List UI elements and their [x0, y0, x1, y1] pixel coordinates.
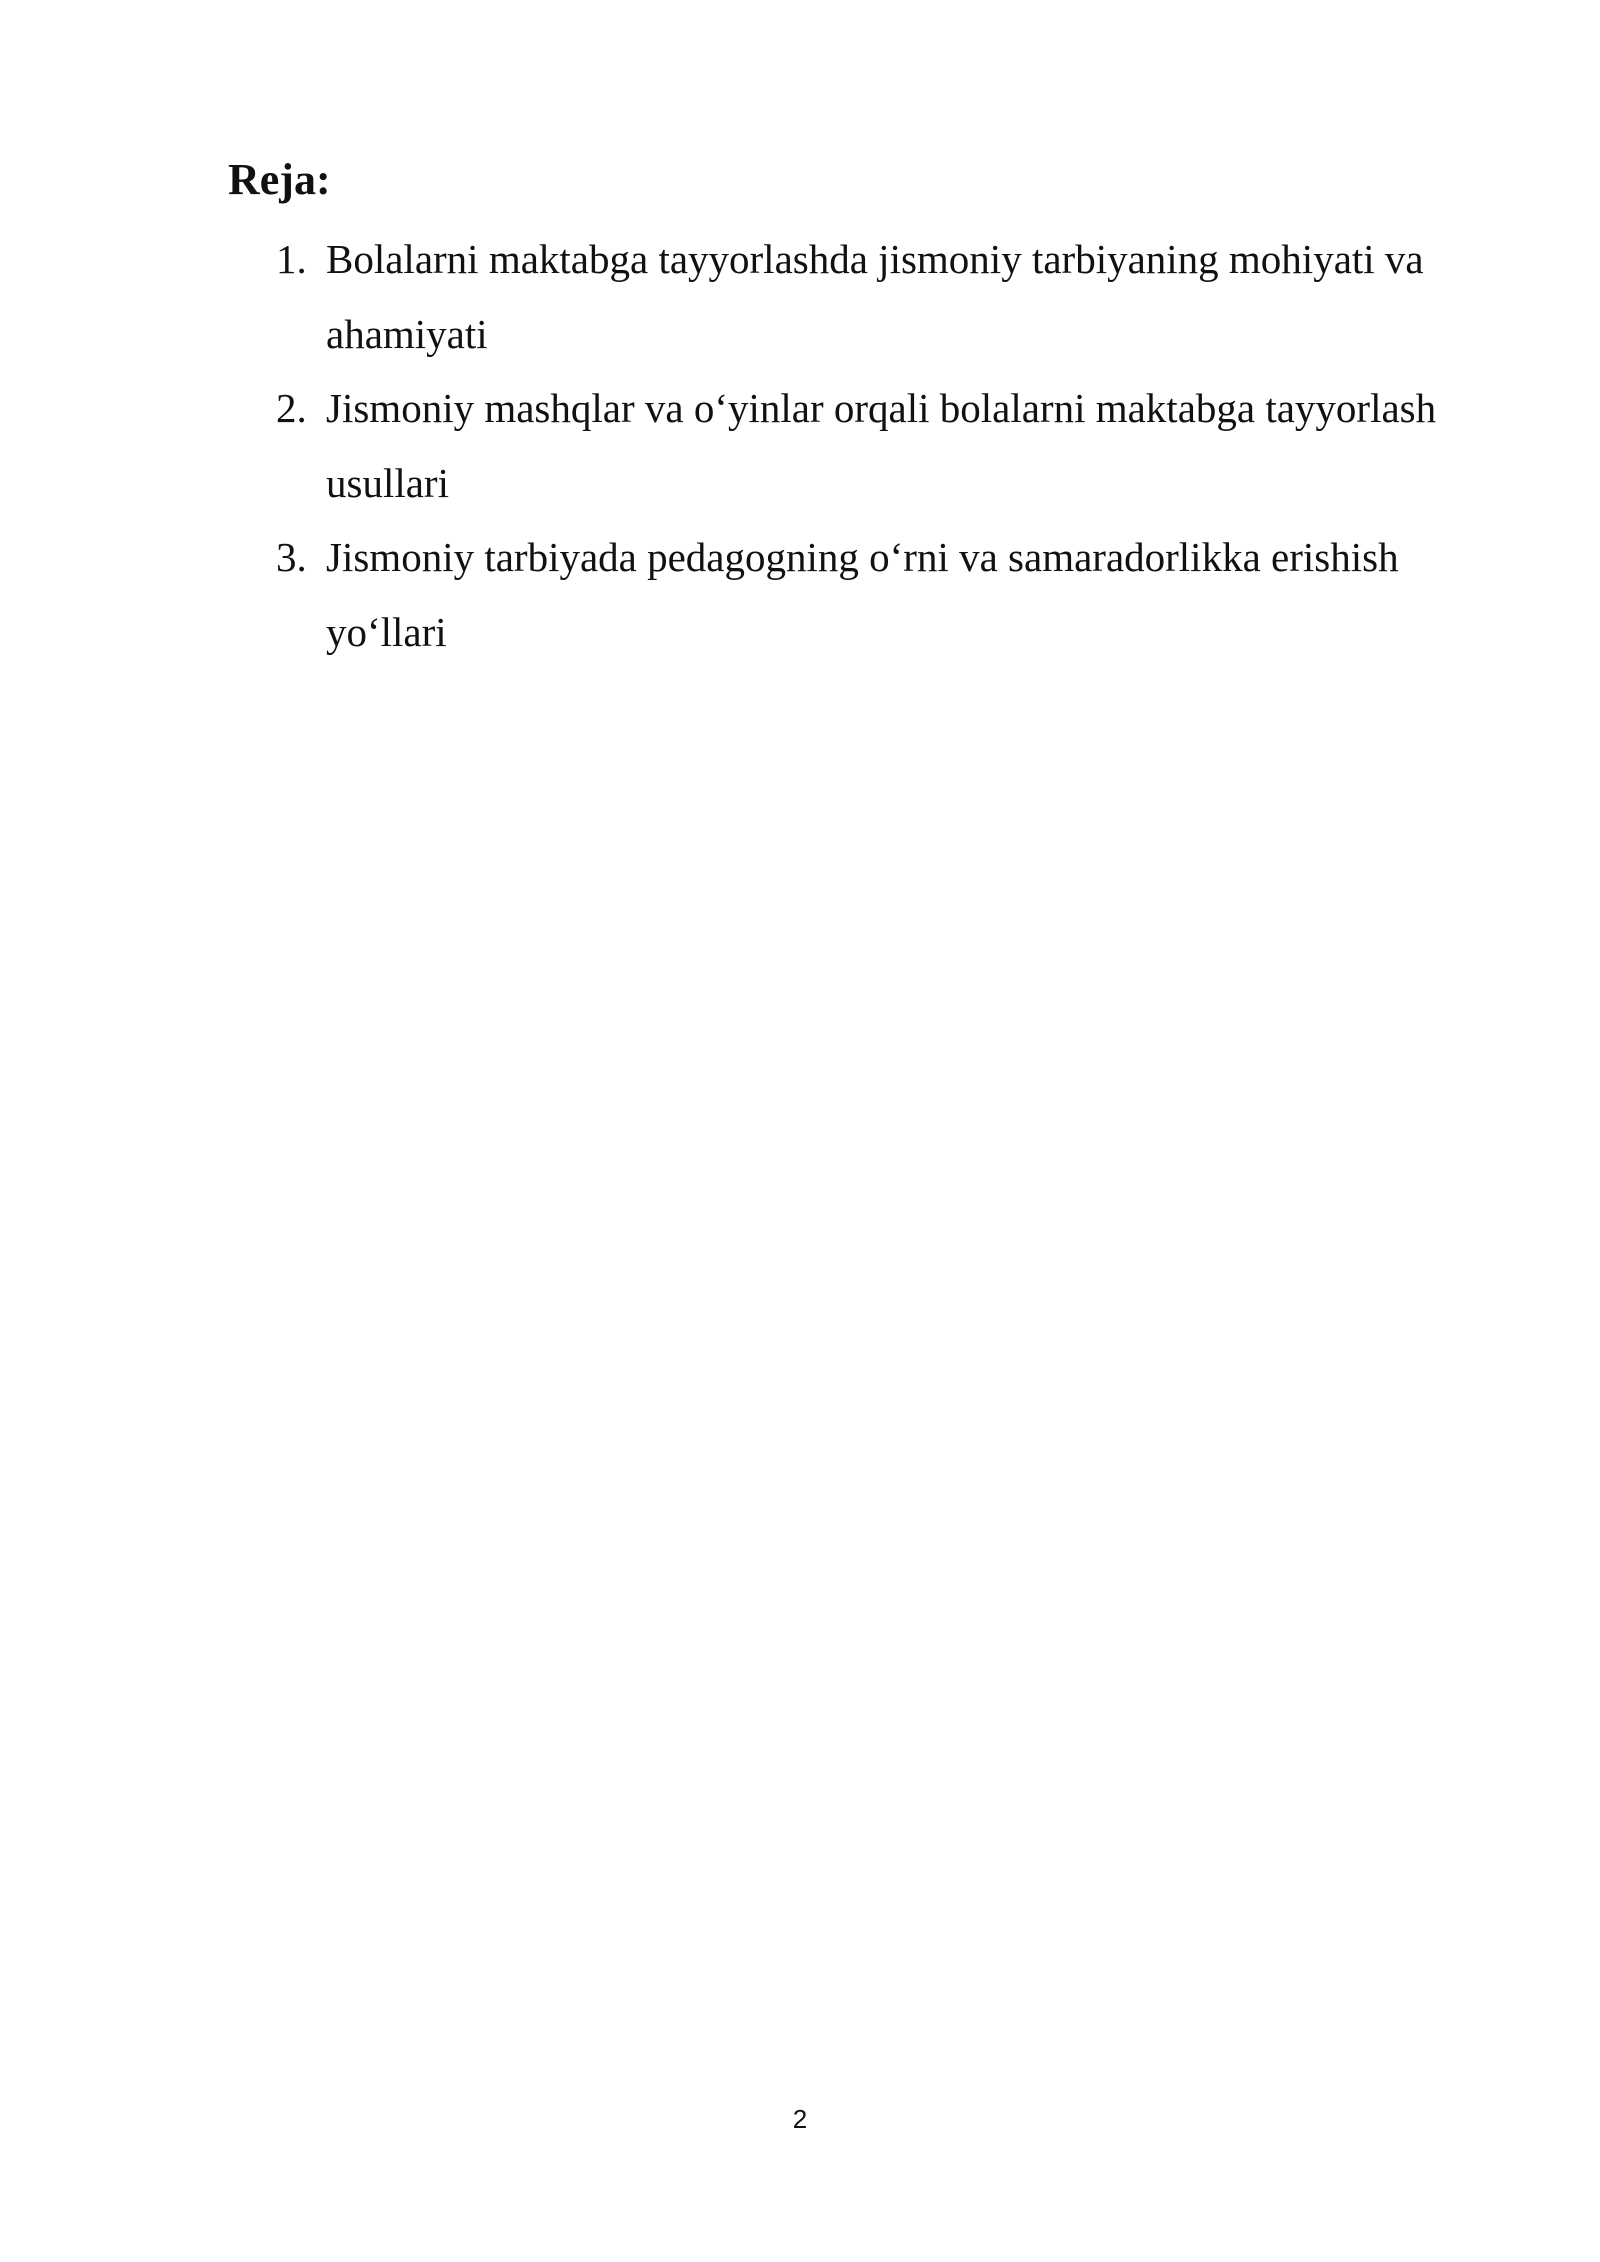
- plan-item-text: Bolalarni maktabga tayyorlashda jismoniy tarbiyaning mohiyati va ahamiyati: [326, 236, 1424, 357]
- plan-item-number: 2.: [276, 385, 307, 431]
- plan-item-number: 3.: [276, 534, 307, 580]
- plan-list: [270, 222, 1500, 669]
- plan-item-text: Jismoniy tarbiyada pedagogning o‘rni va samaradorlikka erishish yo‘llari: [326, 534, 1399, 655]
- page-number: 2: [792, 2104, 808, 2134]
- plan-heading: Reja:: [228, 155, 331, 204]
- plan-item-number: 1.: [276, 236, 307, 282]
- plan-item-3: [270, 520, 1500, 669]
- plan-item-1: [270, 222, 1500, 371]
- plan-item-2: [270, 371, 1500, 520]
- plan-item-text: Jismoniy mashqlar va o‘yinlar orqali bolalarni maktabga tayyorlash usullari: [326, 385, 1437, 506]
